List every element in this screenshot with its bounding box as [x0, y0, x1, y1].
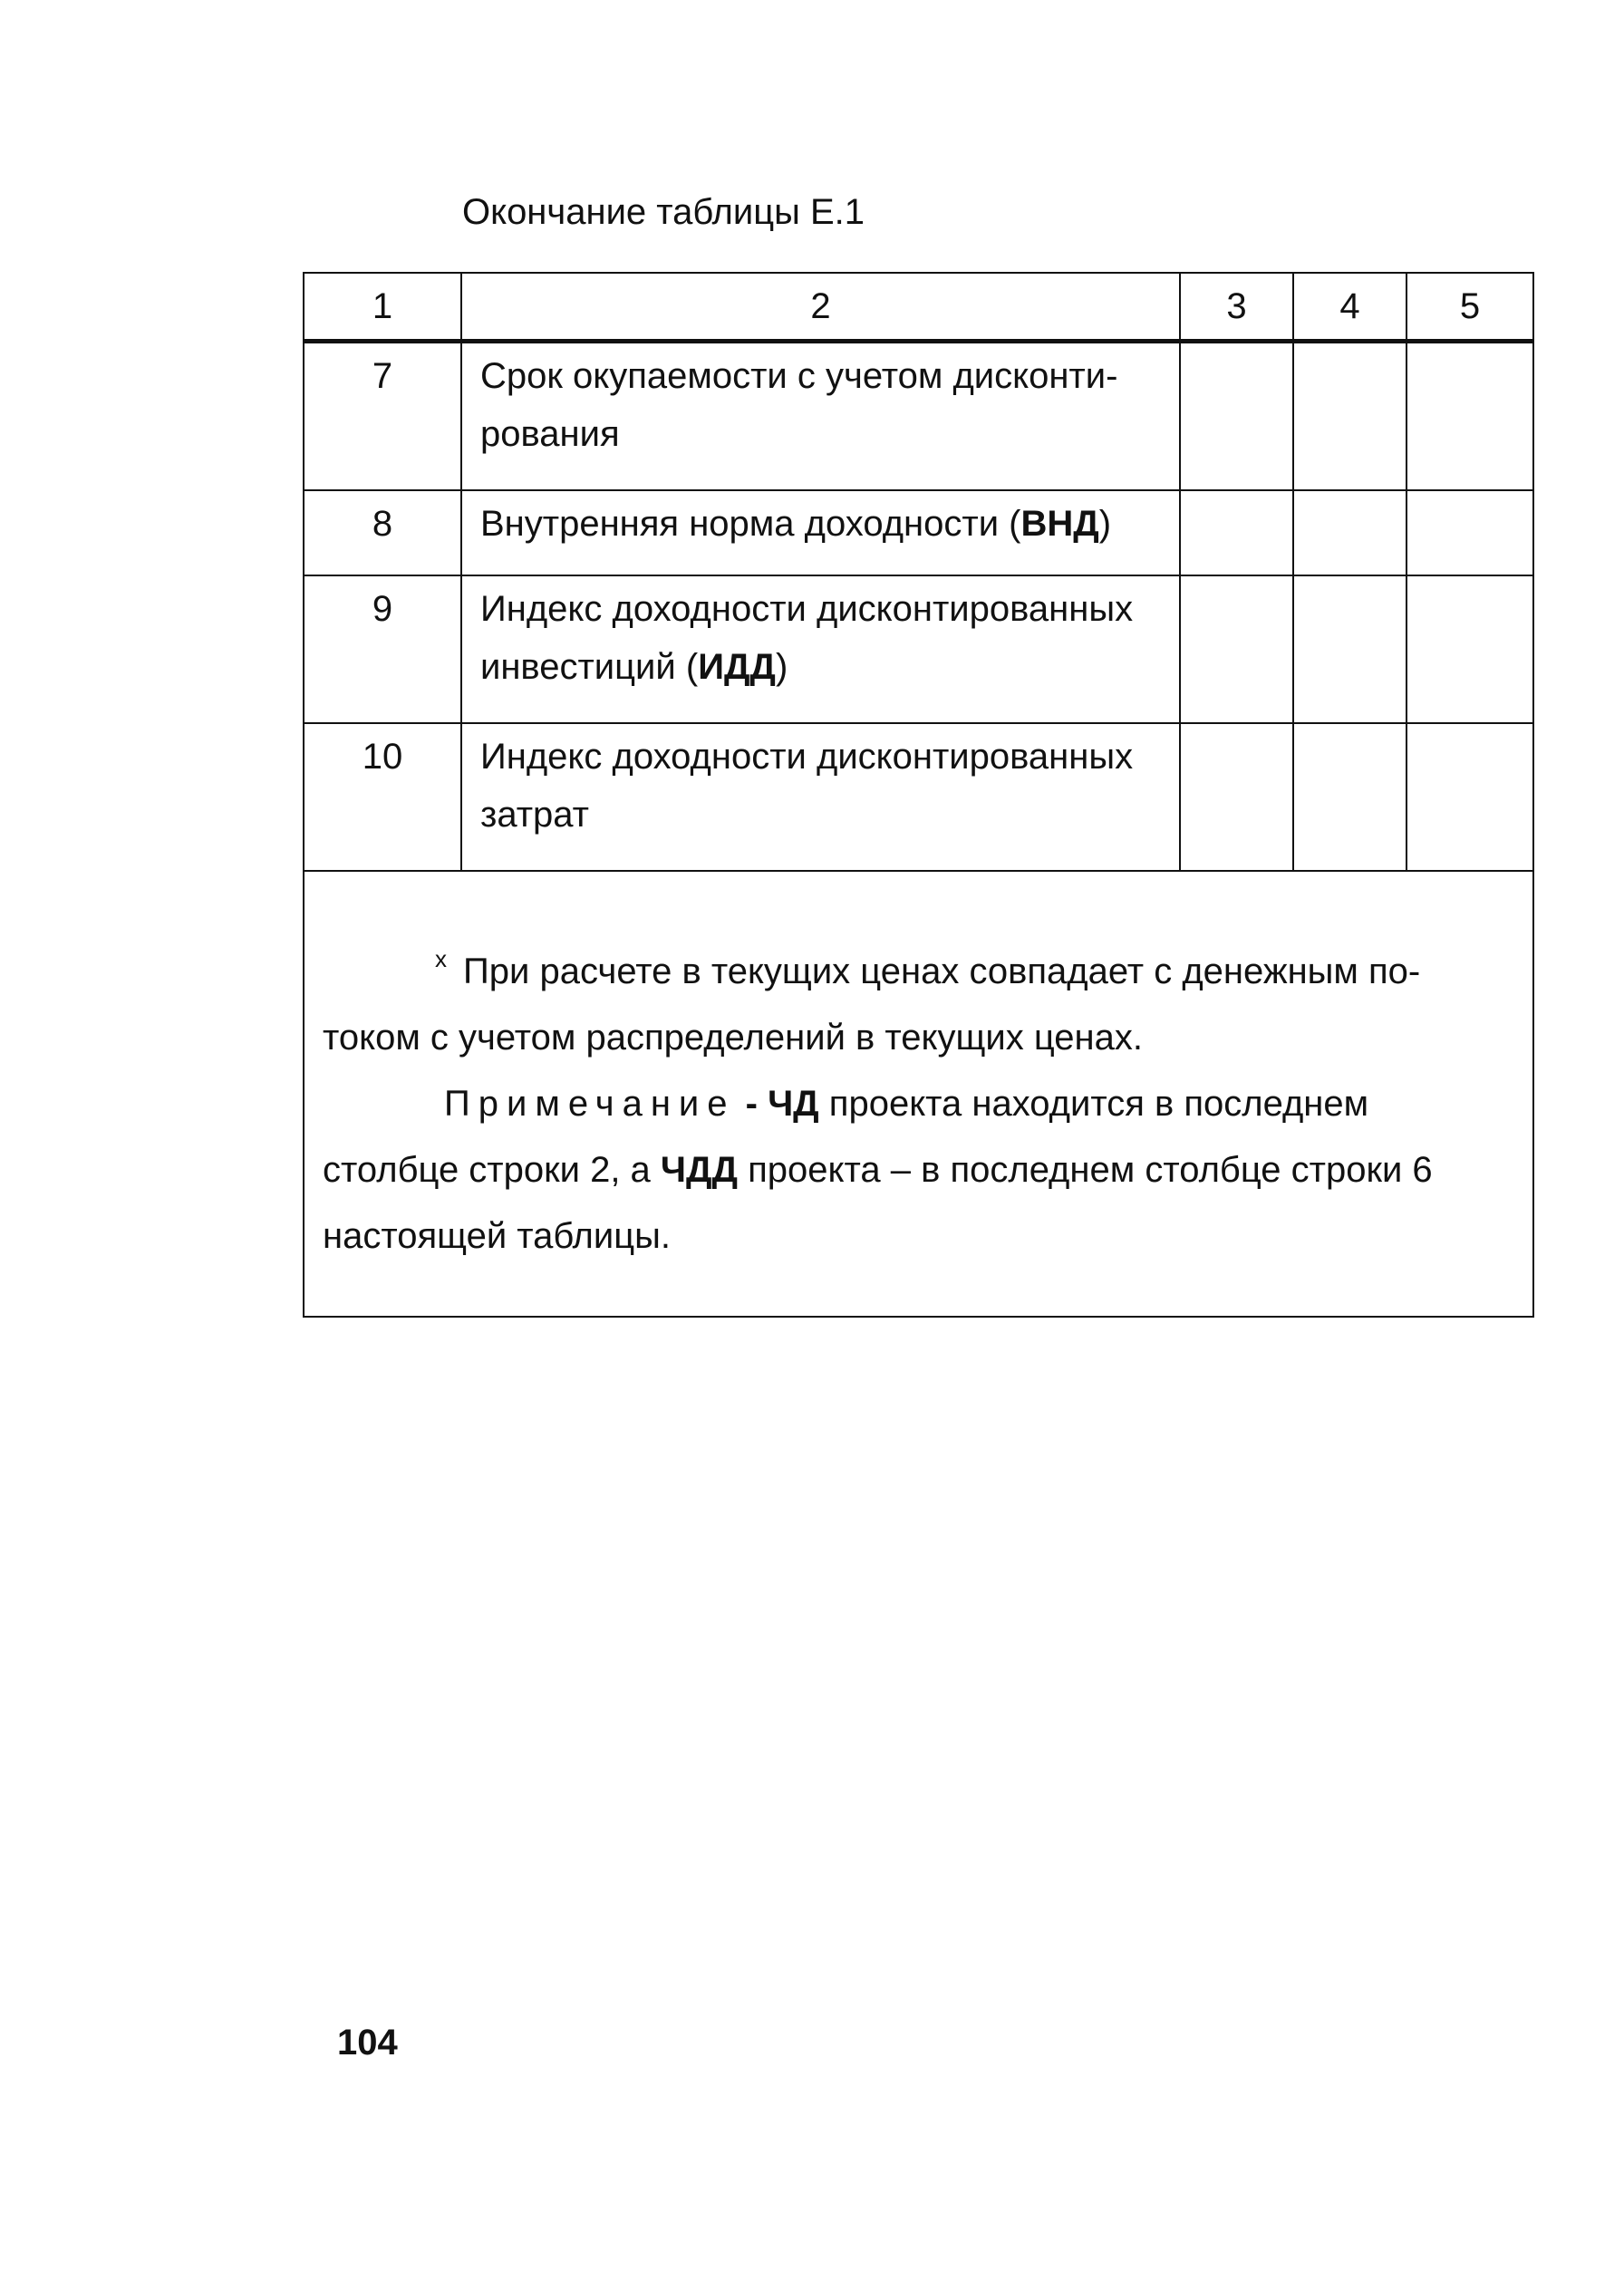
row-description — [461, 575, 1180, 723]
footnote-line: При расчете в текущих ценах совпадает с денежным по- — [463, 952, 1421, 991]
header-cell-1: 1 — [304, 273, 461, 342]
footnote — [323, 926, 1514, 1071]
row-description-line: инвестиций (ИДД) — [480, 647, 788, 687]
table-header-row — [304, 273, 1533, 342]
empty-cell — [1293, 342, 1406, 491]
note-cell — [304, 871, 1533, 1317]
table-caption: Окончание таблицы Е.1 — [462, 192, 865, 232]
data-table — [303, 272, 1534, 1318]
empty-cell — [1406, 723, 1533, 871]
empty-cell — [1180, 342, 1293, 491]
table-row — [304, 575, 1533, 723]
header-cell-4: 4 — [1293, 273, 1406, 342]
header-cell-5: 5 — [1406, 273, 1533, 342]
row-description-line: Индекс доходности дисконтированных — [480, 589, 1134, 629]
footnote-marker: х — [435, 945, 447, 972]
empty-cell — [1406, 575, 1533, 723]
row-number: 10 — [304, 723, 461, 871]
row-description — [461, 490, 1180, 575]
page-number: 104 — [337, 2023, 398, 2063]
empty-cell — [1406, 490, 1533, 575]
row-description-line: Внутренняя норма доходности (ВНД) — [480, 504, 1112, 544]
table-row — [304, 490, 1533, 575]
row-number: 9 — [304, 575, 461, 723]
row-description-line: Индекс доходности дисконтированных — [480, 737, 1134, 777]
abbreviation-cdd: ЧДД — [660, 1150, 739, 1190]
empty-cell — [1180, 490, 1293, 575]
abbreviation: ВНД — [1020, 504, 1099, 544]
abbreviation-cd: ЧД — [768, 1084, 819, 1124]
table-note-row — [304, 871, 1533, 1317]
empty-cell — [1293, 575, 1406, 723]
row-description-line: рования — [480, 414, 620, 454]
row-number: 7 — [304, 342, 461, 491]
empty-cell — [1180, 575, 1293, 723]
empty-cell — [1293, 490, 1406, 575]
header-cell-2: 2 — [461, 273, 1180, 342]
empty-cell — [1180, 723, 1293, 871]
header-cell-3: 3 — [1180, 273, 1293, 342]
note-paragraph: Примечание - ЧД проекта находится в последнем столбце строки 2, а ЧДД проекта – в последнем столбце строки 6 настоящей таблицы. — [323, 1084, 1433, 1256]
empty-cell — [1293, 723, 1406, 871]
abbreviation: ИДД — [698, 647, 776, 687]
footnote-line: током с учетом распределений в текущих ценах. — [323, 1018, 1143, 1058]
empty-cell — [1406, 342, 1533, 491]
row-description — [461, 723, 1180, 871]
row-number: 8 — [304, 490, 461, 575]
row-description-line: затрат — [480, 795, 589, 835]
note-label: Примечание — [444, 1084, 736, 1124]
table-row — [304, 723, 1533, 871]
row-description — [461, 342, 1180, 491]
row-description-line: Срок окупаемости с учетом дисконти- — [480, 356, 1118, 396]
table-row — [304, 342, 1533, 491]
